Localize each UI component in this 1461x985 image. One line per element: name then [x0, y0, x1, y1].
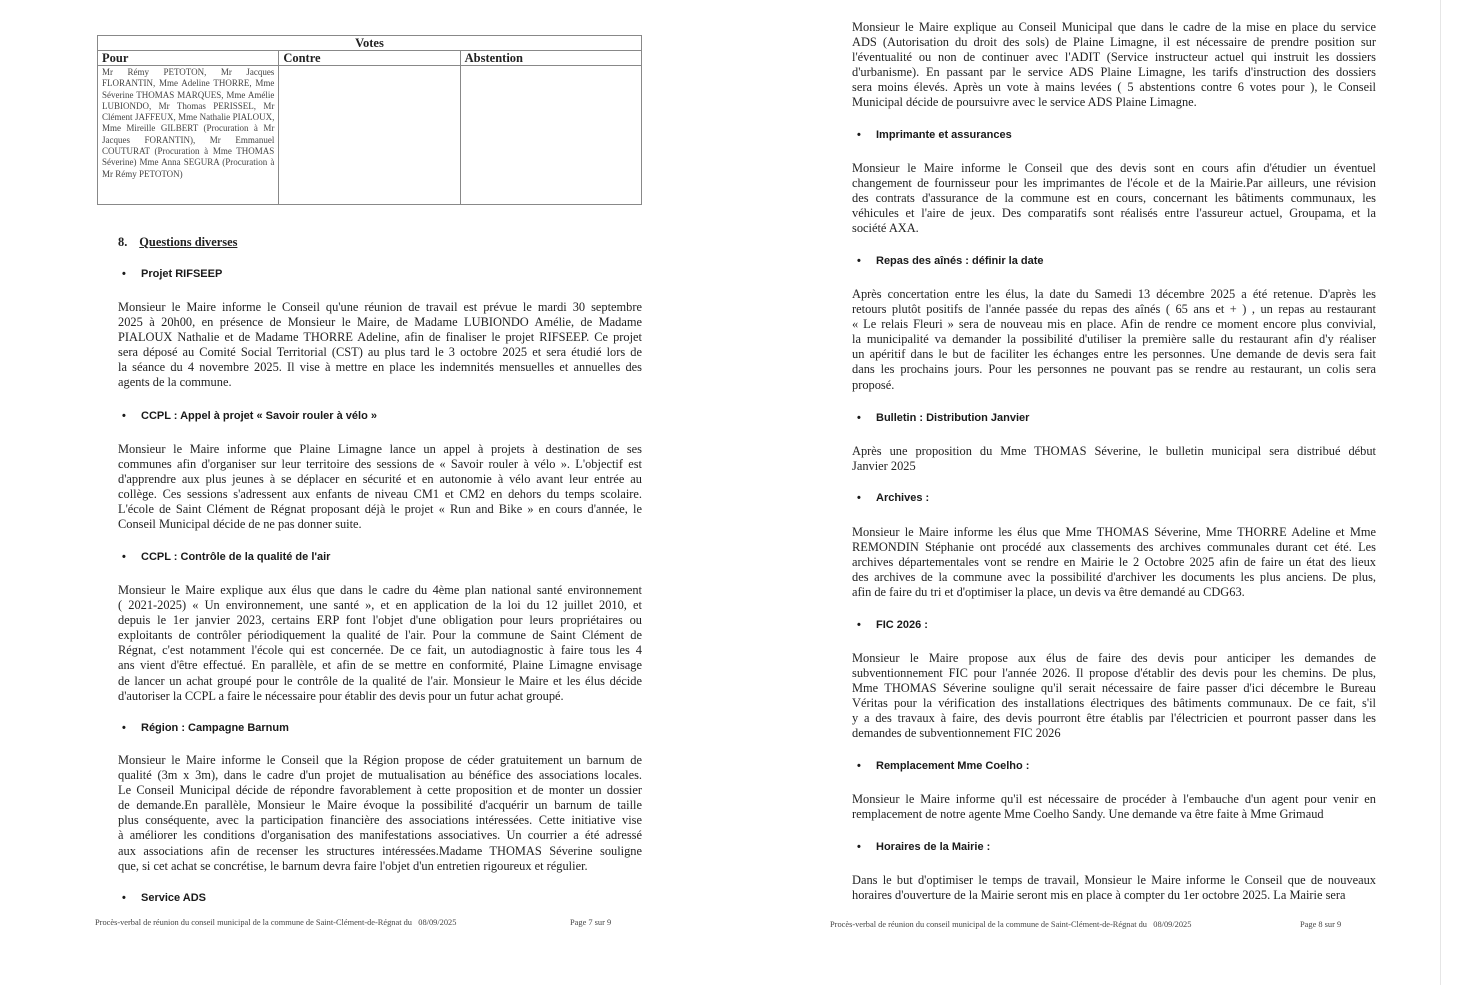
text-line: d'urbanisme). En passant par le service ADS Plaine Limagne, les tarifs d'instruction des dossiers	[852, 65, 1376, 80]
text-line: Janvier 2025	[852, 459, 916, 474]
text-line: plus conséquente, avec la participation financière des associations intéressées. Cette initiative vise	[118, 813, 642, 828]
text-line: Monsieur le Maire explique aux élus que dans le cadre du 4ème plan national santé environnement	[118, 583, 642, 597]
text-line: Monsieur le Maire informe le Conseil que la Région propose de céder gratuitement un barnum de	[118, 753, 642, 767]
paragraph	[852, 525, 1376, 600]
item-heading	[122, 267, 223, 281]
bullet-icon: •	[857, 760, 861, 772]
text-line: PIALOUX Nathalie et de Madame THORRE Adeline, afin de finaliser le projet RIFSEEP. Ce projet	[118, 330, 642, 345]
bullet-icon: •	[857, 841, 861, 853]
text-line: l'éventualité ou non de continuer avec l'ADIT (Service instructeur actuel qui instruit les dossiers	[852, 50, 1376, 65]
bullet-icon: •	[857, 412, 861, 424]
page-number: Page 7 sur 9	[570, 918, 612, 927]
footer-label: Procès-verbal de réunion du conseil municipal de la commune de Saint-Clément-de-Régnat du	[830, 920, 1147, 929]
text-line: exploitants de contrôler périodiquement la qualité de l'air. Pour la commune de Saint Clément de	[118, 628, 642, 643]
cell-abstention	[460, 66, 641, 205]
paragraph	[852, 792, 1376, 822]
item-heading	[857, 411, 1030, 425]
bullet-icon: •	[857, 255, 861, 267]
bullet-icon: •	[122, 892, 126, 904]
bullet-icon: •	[857, 129, 861, 141]
footer-date: 08/09/2025	[1153, 920, 1192, 929]
text-line: Conseil Municipal décide de ne pas donner suite.	[118, 517, 362, 532]
item-heading-text: Horaires de la Mairie :	[876, 841, 991, 853]
item-heading	[122, 891, 207, 905]
text-line: « Le relais Fleuri » sera de nouveau mis en place. Afin de rendre ce moment encore plus convivial,	[852, 317, 1376, 332]
item-heading	[122, 550, 331, 564]
text-line: afin de faire du tri et d'optimiser la place, un devis va être demandé au CDG63.	[852, 585, 1245, 600]
footer-label: Procès-verbal de réunion du conseil municipal de la commune de Saint-Clément-de-Régnat du	[95, 918, 412, 927]
paragraph	[852, 20, 1376, 111]
text-line: agents de la commune.	[118, 375, 232, 390]
paragraph	[118, 753, 642, 874]
text-line: Monsieur le Maire informe le Conseil que des devis sont en cours afin d'étudier un éventuel	[852, 161, 1376, 175]
text-line: L'école de Saint Clément de Régnat proposant déjà le projet « Run and Bike » en cours d'année, le	[118, 502, 642, 517]
text-line: Monsieur le Maire informe le Conseil qu'une réunion de travail est prévue le mardi 30 septembre	[118, 300, 642, 314]
item-heading-text: FIC 2026 :	[876, 619, 928, 631]
text-line: d'autoriser la CCPL a faire le nécessaire pour établir des devis pour un futur achat groupé.	[118, 688, 564, 703]
item-heading-text: Bulletin : Distribution Janvier	[876, 412, 1030, 424]
item-heading	[857, 491, 930, 505]
paragraph	[852, 444, 1376, 474]
bullet-icon: •	[857, 619, 861, 631]
item-heading	[857, 759, 1030, 773]
text-line: des archives de la commune avec la possibilité d'archiver les documents les plus anciens. De plus,	[852, 570, 1376, 585]
item-heading-text: Repas des aînés : définir la date	[876, 255, 1044, 267]
text-line: 2025 à 20h00, en présence de Monsieur le Maire, de Madame LUBIONDO Amélie, de Madame	[118, 315, 642, 330]
text-line: véhicules et l'aire de jeux. Des comparatifs sont réalisés entre l'assureur actuel, Groupama, et la	[852, 206, 1376, 221]
text-line: que, si cet achat se concrétise, le barnum devra faire l'objet d'un entretien rigoureux et régulier.	[118, 858, 588, 873]
cell-contre	[279, 66, 460, 205]
text-line: collège. Ces sessions s'adressent aux enfants de niveau CM1 et CM2 en dehors du temps scolaire.	[118, 487, 642, 502]
item-heading	[857, 840, 991, 854]
paragraph	[852, 651, 1376, 742]
paragraph	[118, 442, 642, 533]
text-line: depuis le 1er janvier 2023, certains ERP font l'objet d'une obligation pour leurs propriétaires ou	[118, 613, 642, 628]
section-heading	[118, 235, 237, 250]
paragraph	[118, 300, 642, 391]
text-line: archives départementales vont se rendre en Mairie le 2 Octobre 2025 afin de faire un état des lieux	[852, 555, 1376, 570]
paragraph	[852, 873, 1376, 903]
section-title: Questions diverses	[139, 235, 238, 249]
text-line: Monsieur le Maire informe qu'il est nécessaire de procéder à l'embauche d'un agent pour venir en	[852, 792, 1376, 806]
cell-pour: Mr Rémy PETOTON, Mr Jacques FLORANTIN, Mme Adeline THORRE, Mme Séverine THOMAS MARQUES, Mme Amélie LUBIONDO, Mr Thomas PERISSEL, Mr Clément JAFFEUX, Mme Nathalie PIALOUX, Mme Mireille GILBERT (Procuration à Mr Jacques FORANTIN), Mr Emmanuel COUTURAT (Procuration à Mme THOMAS Séverine) Mme Anna SEGURA (Procuration à Mr Rémy PETOTON)	[98, 66, 279, 205]
text-line: société AXA.	[852, 221, 919, 236]
text-line: Le Conseil Municipal décide de répondre favorablement à cette proposition et de monter un dossier	[118, 783, 642, 798]
text-line: horaires d'ouverture de la Mairie seront mis en place à compter du 1er octobre 2025. La Mairie sera	[852, 888, 1346, 903]
text-line: de lancer un achat groupé pour le contrôle de la qualité de l'air. Monsieur le Maire et les élus décide	[118, 673, 642, 688]
header-abstention: Abstention	[460, 51, 641, 66]
header-contre: Contre	[279, 51, 460, 66]
item-heading-text: Remplacement Mme Coelho :	[876, 760, 1030, 772]
item-heading	[857, 618, 928, 632]
text-line: d'apprendre aux plus jeunes à se déplacer en sécurité et en autonomie à vélo avant leur entrée au	[118, 472, 642, 487]
footer-date: 08/09/2025	[418, 918, 457, 927]
item-heading-text: Archives :	[876, 492, 930, 504]
footer-text	[830, 920, 1191, 929]
text-line: à améliorer les conditions d'organisation des manifestations associatives. Un courrier a été adressé	[118, 828, 642, 843]
text-line: ans vient d'être effectué. En parallèle, et afin de se mettre en conformité, Plaine Limagne envisage	[118, 658, 642, 673]
text-line: communes afin d'organiser sur leur territoire des sessions de « Savoir rouler à vélo ». L'objectif est	[118, 457, 642, 472]
text-line: sera déposé au Comité Social Territorial (CST) au plus tard le 3 octobre 2025 et sera étudié lors de	[118, 345, 642, 360]
item-heading-text: Imprimante et assurances	[876, 129, 1012, 141]
text-line: ( 2021-2025) « Un environnement, une santé », et en application de la loi du 12 juillet 2010, et	[118, 598, 642, 613]
item-heading	[122, 409, 377, 423]
text-line: qualité (3m x 3m), dans le cadre d'un projet de mutualisation au bénéfice des associations locales.	[118, 768, 642, 783]
paragraph	[118, 583, 642, 704]
paragraph	[852, 161, 1376, 236]
text-line: Mme THOMAS Séverine souligne qu'il serait nécessaire de faire passer d'ici décembre le Bureau	[852, 681, 1376, 696]
text-line: Régnat, c'est notamment l'école qui est concernée. De ce fait, un autodiagnostic à faire tous les 4	[118, 643, 642, 658]
item-heading-text: Région : Campagne Barnum	[141, 722, 289, 734]
text-line: aux associations afin de recenser les structures intéressées.Madame THOMAS Séverine souligne	[118, 843, 642, 858]
bullet-icon: •	[122, 268, 126, 280]
text-line: retours plutôt positifs de l'année passée du repas des aînés ( 65 ans et + ) , un repas au restaurant	[852, 302, 1376, 317]
item-heading-text: Service ADS	[141, 892, 207, 904]
item-heading-text: Projet RIFSEEP	[141, 268, 223, 280]
page-number: Page 8 sur 9	[1300, 920, 1342, 929]
text-line: Municipal décide de poursuivre avec le service ADS Plaine Limagne.	[852, 95, 1197, 110]
text-line: subventionnement FIC pour l'année 2026. Il propose d'établir des devis pour les chemins. De plus,	[852, 666, 1376, 681]
section-number: 8.	[118, 235, 128, 249]
item-heading-text: CCPL : Appel à projet « Savoir rouler à vélo »	[141, 410, 377, 422]
text-line: Monsieur le Maire informe que Plaine Limagne lance un appel à projets à destination de ses	[118, 442, 642, 456]
votes-table	[97, 35, 642, 205]
header-pour: Pour	[98, 51, 279, 66]
text-line: remplacement de notre agente Mme Coelho Sandy. Une demande va être faite à Mme Grimaud	[852, 807, 1324, 822]
text-line: dans les prochains jours. Pour les personnes ne pouvant pas se rendre au restaurant, un colis sera	[852, 362, 1376, 377]
paragraph	[852, 287, 1376, 393]
text-line: proposé.	[852, 377, 895, 392]
bullet-icon: •	[122, 551, 126, 563]
text-line: de demande.En parallèle, Monsieur le Maire évoque la possibilité d'acquérir un barnum de taille	[118, 798, 642, 813]
text-line: y a des travaux à faire, des devis pourront être établis par l'électricien et pourront passer dans les	[852, 711, 1376, 726]
bullet-icon: •	[857, 492, 861, 504]
text-line: sera moins élevés. Après un vote à mains levées ( 5 abstentions contre 6 votes pour ), le Conseil	[852, 80, 1376, 95]
text-line: des contrats d'assurance de la commune est en cours, concernant les bâtiments communaux, les	[852, 191, 1376, 206]
votes-title: Votes	[98, 36, 642, 51]
text-line: Monsieur le Maire informe les élus que Mme THOMAS Séverine, Mme THORRE Adeline et Mme	[852, 525, 1376, 539]
item-heading	[122, 721, 289, 735]
footer-text	[95, 918, 456, 927]
item-heading-text: CCPL : Contrôle de la qualité de l'air	[141, 551, 331, 563]
text-line: Après une proposition du Mme THOMAS Séverine, le bulletin municipal sera distribué début	[852, 444, 1376, 458]
text-line: changement de fournisseur pour les imprimantes de l'école et de la Mairie.Par ailleurs, une révision	[852, 176, 1376, 191]
page-edge	[1440, 0, 1441, 985]
text-line: la municipalité va demander la possibilité d'utiliser la première salle du restaurant afin d'y réaliser	[852, 332, 1376, 347]
text-line: un apéritif dans le but de faciliter les échanges entre les personnes. Une demande de devis sera fait	[852, 347, 1376, 362]
text-line: Après concertation entre les élus, la date du Samedi 13 décembre 2025 a été retenue. D'après les	[852, 287, 1376, 301]
text-line: Véritas pour la vérification des installations électriques des bâtiments communaux. De ce fait, s'il	[852, 696, 1376, 711]
text-line: demandes de subventionnement FIC 2026	[852, 726, 1061, 741]
text-line: Dans le but d'optimiser le temps de travail, Monsieur le Maire informe le Conseil que de nouveaux	[852, 873, 1376, 887]
bullet-icon: •	[122, 722, 126, 734]
text-line: la séance du 4 novembre 2025. Il vise à mettre en place les indemnités mensuelles et annuelles des	[118, 360, 642, 375]
text-line: ADS (Autorisation du droit des sols) de Plaine Limagne, il est nécessaire de prendre position sur	[852, 35, 1376, 50]
bullet-icon: •	[122, 410, 126, 422]
item-heading	[857, 128, 1012, 142]
item-heading	[857, 254, 1044, 268]
text-line: Monsieur le Maire propose aux élus de faire des devis pour anticiper les demandes de	[852, 651, 1376, 665]
text-line: REMONDIN Stéphanie ont procédé aux classements des archives communales durant cet été. Les	[852, 540, 1376, 555]
text-line: Monsieur le Maire explique au Conseil Municipal que dans le cadre de la mise en place du service	[852, 20, 1376, 34]
